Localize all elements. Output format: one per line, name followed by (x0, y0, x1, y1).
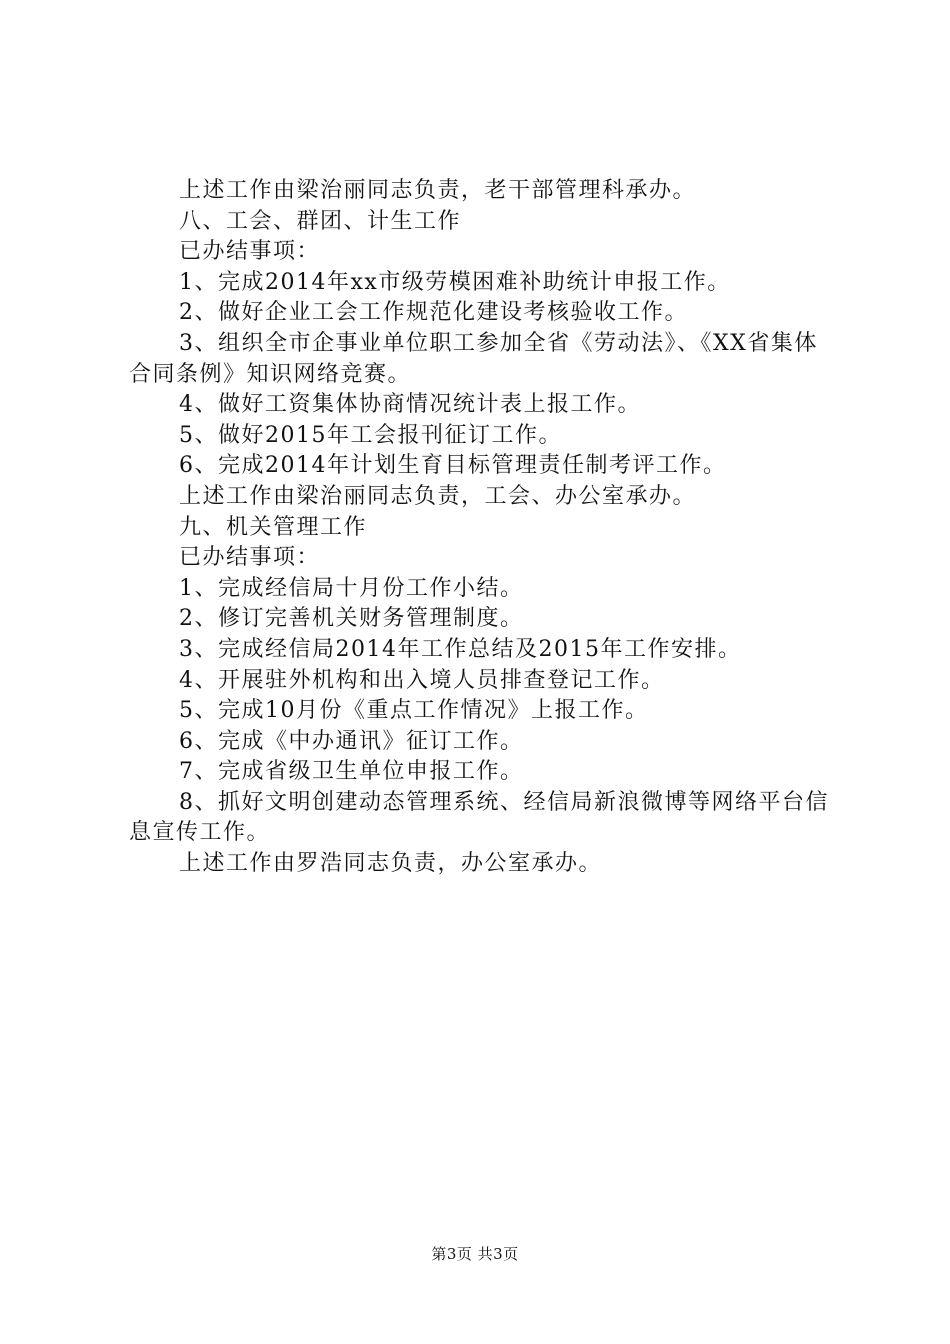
paragraph-summary-office-owner: 上述工作由罗浩同志负责，办公室承办。 (179, 851, 603, 877)
list-item: 1、完成2014年xx市级劳模困难补助统计申报工作。 (179, 269, 731, 295)
subheading-completed-items: 已办结事项： (179, 545, 321, 571)
document-body (129, 176, 839, 880)
list-item: 2、修订完善机关财务管理制度。 (179, 606, 524, 632)
list-item: 4、开展驻外机构和出入境人员排查登记工作。 (179, 667, 665, 693)
list-item: 8、抓好文明创建动态管理系统、经信局新浪微博等网络平台信息宣传工作。 (129, 789, 829, 846)
section-heading-union: 八、工会、群团、计生工作 (179, 208, 462, 234)
paragraph-summary-section8-owner: 上述工作由梁治丽同志负责，老干部管理科承办。 (179, 178, 697, 203)
list-item: 4、做好工资集体协商情况统计表上报工作。 (179, 392, 641, 418)
list-item: 2、做好企业工会工作规范化建设考核验收工作。 (179, 300, 688, 326)
subheading-completed-items: 已办结事项： (179, 239, 321, 265)
list-item: 5、做好2015年工会报刊征订工作。 (179, 422, 562, 448)
paragraph-summary-union-owner: 上述工作由梁治丽同志负责，工会、办公室承办。 (179, 483, 697, 509)
section-heading-office-management: 九、机关管理工作 (179, 514, 368, 540)
list-item: 7、完成省级卫生单位申报工作。 (179, 759, 524, 785)
list-item: 6、完成2014年计划生育目标管理责任制考评工作。 (179, 453, 727, 479)
list-item: 3、组织全市企事业单位职工参加全省《劳动法》、《XX省集体合同条例》知识网络竞赛。 (129, 330, 818, 387)
list-item: 3、完成经信局2014年工作总结及2015年工作安排。 (179, 636, 742, 662)
list-item: 5、完成10月份《重点工作情况》上报工作。 (179, 698, 649, 724)
page-footer: 第3页 共3页 (431, 1245, 519, 1263)
list-item: 1、完成经信局十月份工作小结。 (179, 575, 524, 601)
list-item: 6、完成《中办通讯》征订工作。 (179, 728, 524, 754)
